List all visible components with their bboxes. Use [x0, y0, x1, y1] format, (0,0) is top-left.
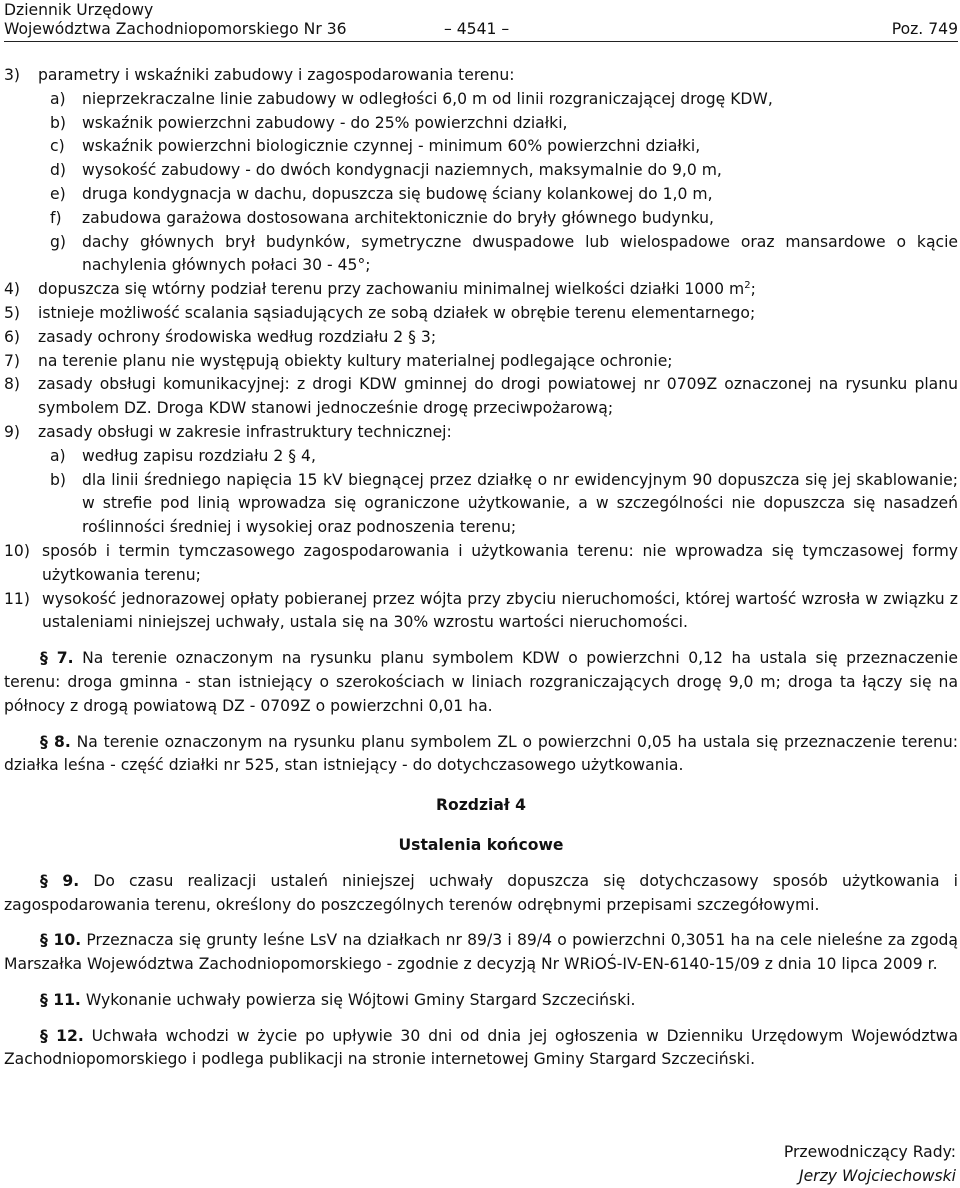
- paragraph-text: Uchwała wchodzi w życie po upływie 30 dni od dnia jej ogłoszenia w Dzienniku Urzędowym Województwa Zachodniopomorskiego i podlega publikacji na stronie internetowej Gminy Stargard Szczeciński.: [4, 1026, 958, 1069]
- item-text: zasady obsługi komunikacyjnej: z drogi KDW gminnej do drogi powiatowej nr 0709Z oznaczonej na rysunku planu symbolem DZ. Droga KDW stanowi jednocześnie drogę przeciwpożarową;: [38, 375, 958, 418]
- sub-item: [4, 231, 958, 279]
- sub-text: według zapisu rozdziału 2 § 4,: [82, 446, 316, 465]
- sub-text: nieprzekraczalne linie zabudowy w odległości 6,0 m od linii rozgraniczającej drogę KDW,: [82, 89, 773, 108]
- sub-text: wskaźnik powierzchni biologicznie czynnej - minimum 60% powierzchni działki,: [82, 137, 701, 156]
- sub-letter: d): [50, 161, 66, 180]
- section-mark: § 8.: [40, 732, 71, 751]
- sub-letter: a): [50, 446, 66, 465]
- section-mark: § 9.: [40, 871, 80, 890]
- paragraph-text: Przeznacza się grunty leśne LsV na działkach nr 89/3 i 89/4 o powierzchni 0,3051 ha na cele nieleśne za zgodą Marszałka Województwa Zachodniopomorskiego - zgodnie z decyzją Nr WRiOŚ-IV-EN-6140-15/09 z dnia 10 lipca 2009 r.: [4, 931, 958, 974]
- position-number: Poz. 749: [891, 20, 958, 38]
- paragraph-text: Do czasu realizacji ustaleń niniejszej uchwały dopuszcza się dotychczasowy sposób użytkowania i zagospodarowania terenu, określony do poszczególnych terenów odrębnymi przepisami szczegółowymi.: [4, 871, 958, 914]
- item-text: parametry i wskaźniki zabudowy i zagospodarowania terenu:: [38, 66, 515, 84]
- signatory-name: Jerzy Wojciechowski: [798, 1167, 956, 1185]
- sub-letter: e): [50, 184, 66, 203]
- sub-text: wskaźnik powierzchni zabudowy - do 25% powierzchni działki,: [82, 113, 568, 132]
- list-item: [4, 278, 958, 302]
- document-page: [4, 0, 959, 1185]
- sub-letter: b): [50, 470, 66, 489]
- paragraph-text: Wykonanie uchwały powierza się Wójtowi Gminy Stargard Szczeciński.: [80, 990, 636, 1009]
- list-item: [4, 350, 958, 374]
- sub-item: [4, 88, 958, 112]
- list-item: [4, 302, 958, 326]
- sub-text: druga kondygnacja w dachu, dopuszcza się budowę ściany kolankowej do 1,0 m,: [82, 184, 713, 203]
- item-number: 11): [4, 589, 30, 608]
- item-text: istnieje możliwość scalania sąsiadujących ze sobą działek w obrębie terenu elementarnego;: [38, 303, 756, 322]
- paragraph: [4, 870, 958, 918]
- section-mark: § 12.: [40, 1026, 84, 1045]
- sub-letter: b): [50, 113, 66, 132]
- header-divider: [4, 41, 958, 42]
- signature-block: [784, 1140, 956, 1188]
- item-number: 5): [4, 303, 21, 322]
- item-text: wysokość jednorazowej opłaty pobieranej przez wójta przy zbyciu nieruchomości, której wartość wzrosła w związku z ustaleniami niniejszej uchwały, ustala się na 30% wzrostu wartości nieruchomości.: [42, 589, 958, 632]
- list-item: [4, 540, 958, 588]
- paragraph: [4, 1025, 958, 1073]
- superscript: 2: [744, 279, 751, 291]
- signatory-role: Przewodniczący Rady:: [783, 1143, 956, 1161]
- item-text: na terenie planu nie występują obiekty kultury materialnej podlegające ochronie;: [38, 351, 673, 370]
- chapter-number: Rozdział 4: [436, 796, 526, 815]
- list-item: [4, 64, 958, 88]
- sub-item: [4, 469, 958, 540]
- sub-text: dachy głównych brył budynków, symetryczne dwuspadowe lub wielospadowe oraz mansardowe o kącie nachylenia głównych połaci 30 - 45°;: [82, 232, 958, 275]
- journal-issue: Województwa Zachodniopomorskiego Nr 36: [4, 20, 347, 38]
- sub-item: [4, 445, 958, 469]
- item-number: 3): [4, 66, 21, 84]
- sub-item: [4, 183, 958, 207]
- item-text: dopuszcza się wtórny podział terenu przy zachowaniu minimalnej wielkości działki 1000 m: [38, 280, 745, 299]
- page-header: [4, 0, 958, 42]
- item-text: zasady obsługi w zakresie infrastruktury technicznej:: [38, 422, 452, 441]
- item-number: 8): [4, 375, 21, 394]
- page-number: – 4541 –: [444, 20, 510, 38]
- paragraph: [4, 731, 958, 779]
- sub-item: [4, 112, 958, 136]
- list-item: [4, 421, 958, 445]
- chapter-title: Ustalenia końcowe: [398, 835, 564, 854]
- item-text: sposób i termin tymczasowego zagospodarowania i użytkowania terenu: nie wprowadza się tymczasowej formy użytkowania terenu;: [42, 541, 958, 584]
- item-number: 4): [4, 280, 21, 299]
- item-number: 10): [4, 541, 30, 560]
- paragraph: [4, 647, 958, 718]
- sub-text: zabudowa garażowa dostosowana architektonicznie do bryły głównego budynku,: [82, 208, 715, 227]
- item-tail: ;: [750, 280, 756, 299]
- sub-letter: f): [50, 208, 62, 227]
- section-mark: § 7.: [40, 649, 74, 668]
- paragraph: [4, 929, 958, 977]
- item-text: zasady ochrony środowiska według rozdziału 2 § 3;: [38, 327, 437, 346]
- section-mark: § 10.: [40, 931, 82, 950]
- list-item: [4, 588, 958, 636]
- list-item: [4, 326, 958, 350]
- item-number: 7): [4, 351, 21, 370]
- paragraph: [4, 989, 958, 1013]
- sub-text: dla linii średniego napięcia 15 kV biegnącej przez działkę o nr ewidencyjnym 90 dopuszcza się jej skablowanie; w strefie pod linią wprowadza się ograniczone użytkowanie, a w szczególności nie dopuszcza się nasadzeń roślinności średniej i wysokiej oraz podnoszenia terenu;: [82, 470, 958, 537]
- sub-item: [4, 159, 958, 183]
- journal-name: Dziennik Urzędowy: [4, 1, 154, 19]
- document-body: [4, 64, 958, 1072]
- paragraph-text: Na terenie oznaczonym na rysunku planu symbolem ZL o powierzchni 0,05 ha ustala się przeznaczenie terenu: działka leśna - część działki nr 525, stan istniejący - do dotychczasowego użytkowania.: [4, 732, 959, 775]
- paragraph-text: Na terenie oznaczonym na rysunku planu symbolem KDW o powierzchni 0,12 ha ustala się przeznaczenie terenu: droga gminna - stan istniejący o szerokościach w liniach rozgraniczających drogę 9,0 m; droga ta łączy się na północy z drogą powiatową DZ - 0709Z o powierzchni 0,01 ha.: [4, 649, 958, 715]
- sub-letter: g): [50, 232, 66, 251]
- sub-item: [4, 135, 958, 159]
- journal-title: [4, 1, 347, 39]
- sub-letter: c): [50, 137, 65, 156]
- sub-item: [4, 207, 958, 231]
- item-number: 9): [4, 422, 21, 441]
- item-number: 6): [4, 327, 21, 346]
- section-mark: § 11.: [40, 990, 81, 1009]
- sub-letter: a): [50, 89, 66, 108]
- sub-text: wysokość zabudowy - do dwóch kondygnacji naziemnych, maksymalnie do 9,0 m,: [82, 161, 722, 180]
- list-item: [4, 373, 958, 421]
